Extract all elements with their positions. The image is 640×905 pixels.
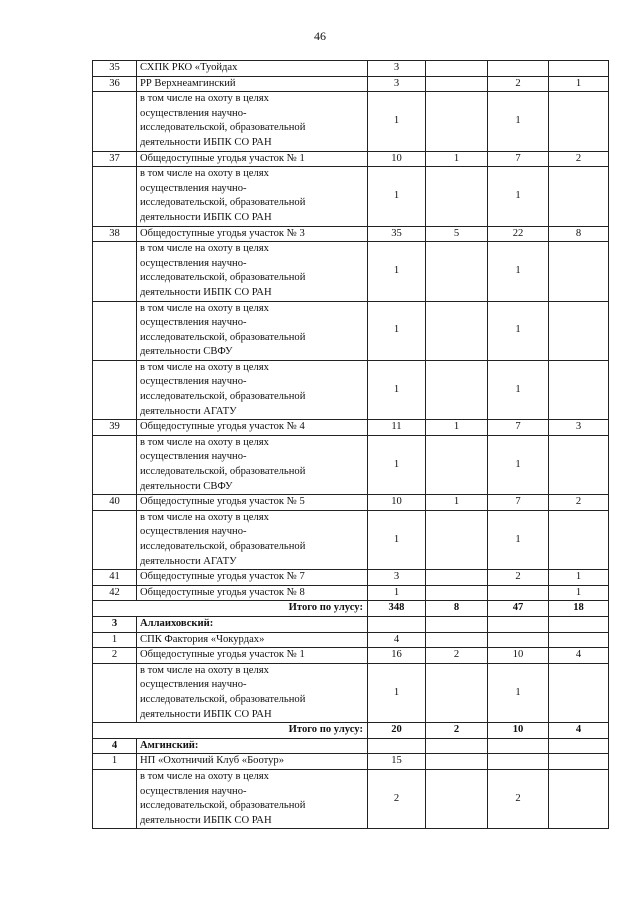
value-col-2 (426, 435, 488, 494)
description-line: деятельности ИБПК СО РАН (140, 136, 272, 148)
row-number (93, 360, 137, 419)
sub-row (93, 242, 609, 301)
description-line: осуществления научно- (140, 451, 247, 463)
value-col-2 (426, 570, 488, 586)
value-col-1: 1 (368, 242, 426, 301)
value-col-1: 2 (368, 769, 426, 828)
value-col-2 (426, 242, 488, 301)
value-col-2: 1 (426, 420, 488, 436)
row-name: Общедоступные угодья участок № 3 (137, 226, 368, 242)
total-value-col-4: 4 (549, 723, 609, 739)
value-col-3: 1 (488, 663, 549, 722)
value-col-4 (549, 301, 609, 360)
row-number: 35 (93, 61, 137, 77)
value-col-2: 1 (426, 495, 488, 511)
description-line: исследовательской, образовательной (140, 693, 306, 705)
row-number (93, 242, 137, 301)
sub-row (93, 435, 609, 494)
sub-row (93, 301, 609, 360)
value-col-4 (549, 167, 609, 226)
row-number (93, 769, 137, 828)
description-line: в том числе на охоту в целях (140, 168, 269, 180)
empty-cell (549, 738, 609, 754)
description-line: осуществления научно- (140, 317, 247, 329)
row-number (93, 167, 137, 226)
description-line: исследовательской, образовательной (140, 331, 306, 343)
description-line: в том числе на охоту в целях (140, 302, 269, 314)
table-row (93, 585, 609, 601)
section-header-row (93, 738, 609, 754)
value-col-4: 1 (549, 76, 609, 92)
description-line: деятельности ИБПК СО РАН (140, 708, 272, 720)
empty-cell (488, 616, 549, 632)
value-col-2: 5 (426, 226, 488, 242)
value-col-4 (549, 663, 609, 722)
description-line: деятельности ИБПК СО РАН (140, 814, 272, 826)
sub-row-description (137, 301, 368, 360)
description-line: деятельности АГАТУ (140, 405, 237, 417)
description-line: деятельности СВФУ (140, 346, 233, 358)
value-col-1: 1 (368, 360, 426, 419)
value-col-2 (426, 360, 488, 419)
row-name: Общедоступные угодья участок № 1 (137, 648, 368, 664)
total-value-col-4: 18 (549, 601, 609, 617)
table-row (93, 570, 609, 586)
sub-row (93, 663, 609, 722)
row-number (93, 92, 137, 151)
value-col-2 (426, 769, 488, 828)
row-number: 1 (93, 632, 137, 648)
description-line: в том числе на охоту в целях (140, 361, 269, 373)
value-col-2 (426, 167, 488, 226)
value-col-1: 4 (368, 632, 426, 648)
value-col-3: 10 (488, 648, 549, 664)
value-col-3: 1 (488, 92, 549, 151)
description-line: исследовательской, образовательной (140, 466, 306, 478)
row-number: 38 (93, 226, 137, 242)
value-col-2: 2 (426, 648, 488, 664)
description-line: осуществления научно- (140, 182, 247, 194)
row-number (93, 663, 137, 722)
description-line: осуществления научно- (140, 376, 247, 388)
value-col-2 (426, 663, 488, 722)
empty-cell (426, 738, 488, 754)
description-line: деятельности ИБПК СО РАН (140, 211, 272, 223)
row-number: 40 (93, 495, 137, 511)
row-number: 41 (93, 570, 137, 586)
hunting-quota-table (92, 60, 609, 829)
description-line: осуществления научно- (140, 526, 247, 538)
row-name: Общедоступные угодья участок № 4 (137, 420, 368, 436)
value-col-3: 1 (488, 360, 549, 419)
value-col-3: 1 (488, 167, 549, 226)
empty-cell (368, 738, 426, 754)
sub-row (93, 769, 609, 828)
value-col-3: 1 (488, 242, 549, 301)
description-line: в том числе на охоту в целях (140, 436, 269, 448)
sub-row-description (137, 769, 368, 828)
row-name: Общедоступные угодья участок № 5 (137, 495, 368, 511)
value-col-3 (488, 61, 549, 77)
value-col-4: 2 (549, 495, 609, 511)
total-value-col-2: 8 (426, 601, 488, 617)
value-col-1: 10 (368, 495, 426, 511)
value-col-3 (488, 754, 549, 770)
description-line: деятельности АГАТУ (140, 555, 237, 567)
value-col-2 (426, 510, 488, 569)
value-col-1: 1 (368, 663, 426, 722)
value-col-4 (549, 360, 609, 419)
row-number: 37 (93, 151, 137, 167)
value-col-1: 1 (368, 301, 426, 360)
value-col-1: 1 (368, 435, 426, 494)
total-row (93, 601, 609, 617)
value-col-4: 3 (549, 420, 609, 436)
table-row (93, 648, 609, 664)
description-line: в том числе на охоту в целях (140, 770, 269, 782)
value-col-1: 35 (368, 226, 426, 242)
value-col-4 (549, 754, 609, 770)
value-col-3: 7 (488, 151, 549, 167)
description-line: осуществления научно- (140, 257, 247, 269)
page-number: 46 (314, 29, 326, 43)
description-line: осуществления научно- (140, 785, 247, 797)
sub-row (93, 167, 609, 226)
value-col-4: 8 (549, 226, 609, 242)
row-number: 1 (93, 754, 137, 770)
value-col-4: 2 (549, 151, 609, 167)
value-col-2 (426, 61, 488, 77)
description-line: в том числе на охоту в целях (140, 511, 269, 523)
table-row (93, 151, 609, 167)
total-label: Итого по улусу: (93, 601, 368, 617)
row-name: СХПК РКО «Туойдах (137, 61, 368, 77)
value-col-2 (426, 754, 488, 770)
sub-row-description (137, 167, 368, 226)
value-col-2 (426, 76, 488, 92)
section-header-row (93, 616, 609, 632)
value-col-4: 4 (549, 648, 609, 664)
section-title: Аллаиховский: (137, 616, 368, 632)
table-row (93, 495, 609, 511)
description-line: исследовательской, образовательной (140, 197, 306, 209)
value-col-3: 1 (488, 301, 549, 360)
row-number: 2 (93, 648, 137, 664)
value-col-3: 2 (488, 769, 549, 828)
row-name: Общедоступные угодья участок № 7 (137, 570, 368, 586)
value-col-1: 3 (368, 570, 426, 586)
value-col-1: 11 (368, 420, 426, 436)
value-col-2: 1 (426, 151, 488, 167)
table-row (93, 76, 609, 92)
description-line: исследовательской, образовательной (140, 272, 306, 284)
empty-cell (488, 738, 549, 754)
value-col-2 (426, 92, 488, 151)
row-number (93, 435, 137, 494)
sub-row-description (137, 510, 368, 569)
total-label: Итого по улусу: (93, 723, 368, 739)
value-col-1: 1 (368, 510, 426, 569)
value-col-1: 3 (368, 61, 426, 77)
sub-row-description (137, 92, 368, 151)
description-line: в том числе на охоту в целях (140, 664, 269, 676)
sub-row-description (137, 435, 368, 494)
value-col-3 (488, 632, 549, 648)
value-col-4 (549, 769, 609, 828)
description-line: исследовательской, образовательной (140, 800, 306, 812)
value-col-4 (549, 242, 609, 301)
value-col-3: 7 (488, 495, 549, 511)
value-col-2 (426, 301, 488, 360)
description-line: осуществления научно- (140, 107, 247, 119)
value-col-3: 2 (488, 570, 549, 586)
value-col-4 (549, 632, 609, 648)
row-number: 36 (93, 76, 137, 92)
value-col-1: 3 (368, 76, 426, 92)
total-value-col-1: 20 (368, 723, 426, 739)
value-col-3: 7 (488, 420, 549, 436)
sub-row-description (137, 242, 368, 301)
description-line: исследовательской, образовательной (140, 122, 306, 134)
row-name: НП «Охотничий Клуб «Боотур» (137, 754, 368, 770)
value-col-3: 1 (488, 435, 549, 494)
value-col-4 (549, 61, 609, 77)
description-line: осуществления научно- (140, 679, 247, 691)
section-number: 4 (93, 738, 137, 754)
value-col-4 (549, 92, 609, 151)
value-col-3 (488, 585, 549, 601)
value-col-3: 22 (488, 226, 549, 242)
value-col-1: 16 (368, 648, 426, 664)
value-col-4: 1 (549, 570, 609, 586)
row-name: Общедоступные угодья участок № 8 (137, 585, 368, 601)
value-col-1: 1 (368, 92, 426, 151)
empty-cell (549, 616, 609, 632)
total-value-col-3: 47 (488, 601, 549, 617)
value-col-1: 1 (368, 167, 426, 226)
total-value-col-3: 10 (488, 723, 549, 739)
sub-row-description (137, 663, 368, 722)
value-col-1: 15 (368, 754, 426, 770)
description-line: деятельности ИБПК СО РАН (140, 286, 272, 298)
row-number: 42 (93, 585, 137, 601)
value-col-4 (549, 510, 609, 569)
sub-row (93, 360, 609, 419)
value-col-4: 1 (549, 585, 609, 601)
empty-cell (426, 616, 488, 632)
value-col-1: 10 (368, 151, 426, 167)
empty-cell (368, 616, 426, 632)
section-number: 3 (93, 616, 137, 632)
value-col-3: 2 (488, 76, 549, 92)
row-number (93, 510, 137, 569)
value-col-4 (549, 435, 609, 494)
sub-row (93, 510, 609, 569)
description-line: исследовательской, образовательной (140, 391, 306, 403)
description-line: в том числе на охоту в целях (140, 93, 269, 105)
row-name: Общедоступные угодья участок № 1 (137, 151, 368, 167)
total-value-col-2: 2 (426, 723, 488, 739)
description-line: в том числе на охоту в целях (140, 243, 269, 255)
row-name: РР Верхнеамгинский (137, 76, 368, 92)
value-col-2 (426, 585, 488, 601)
table-body (93, 61, 609, 829)
table-row (93, 632, 609, 648)
total-row (93, 723, 609, 739)
sub-row-description (137, 360, 368, 419)
section-title: Амгинский: (137, 738, 368, 754)
row-number: 39 (93, 420, 137, 436)
table-row (93, 226, 609, 242)
row-number (93, 301, 137, 360)
table-row (93, 754, 609, 770)
description-line: деятельности СВФУ (140, 480, 233, 492)
row-name: СПК Фактория «Чокурдах» (137, 632, 368, 648)
table-row (93, 420, 609, 436)
sub-row (93, 92, 609, 151)
value-col-1: 1 (368, 585, 426, 601)
description-line: исследовательской, образовательной (140, 541, 306, 552)
table-row (93, 61, 609, 77)
total-value-col-1: 348 (368, 601, 426, 617)
value-col-2 (426, 632, 488, 648)
value-col-3: 1 (488, 510, 549, 569)
